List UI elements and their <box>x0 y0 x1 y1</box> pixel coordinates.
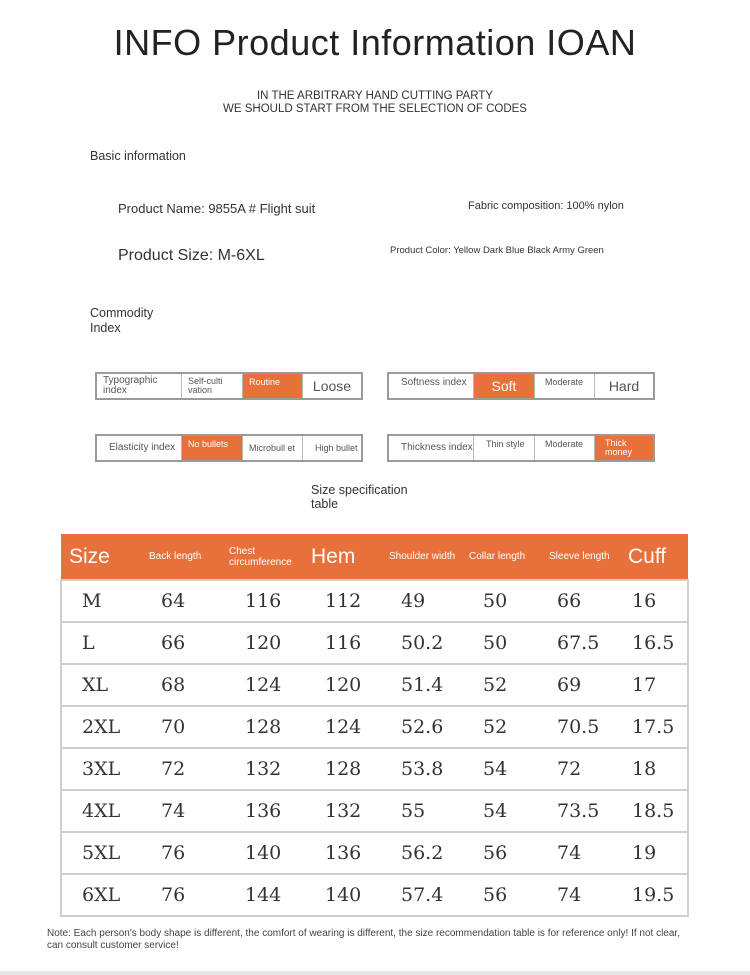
table-cell: 5XL <box>61 832 141 874</box>
table-cell: 120 <box>221 622 303 664</box>
column-header: Cuff <box>620 534 688 580</box>
table-cell: 140 <box>221 832 303 874</box>
footer-bar <box>0 971 750 975</box>
column-header: Hem <box>303 534 381 580</box>
table-cell: 56 <box>461 874 541 916</box>
typographic-index-label: Typographic index <box>97 374 182 398</box>
size-table-heading-1: Size specification <box>311 483 408 497</box>
table-cell: 132 <box>221 748 303 790</box>
product-name: Product Name: 9855A # Flight suit <box>118 201 316 216</box>
column-header: Sleeve length <box>541 534 620 580</box>
elasticity-index-bar <box>95 434 363 462</box>
subtitle-line-1: IN THE ARBITRARY HAND CUTTING PARTY <box>256 90 493 102</box>
table-cell: 74 <box>541 832 620 874</box>
table-row <box>61 580 688 622</box>
table-cell: 19 <box>620 832 688 874</box>
basic-info-heading: Basic information <box>90 149 186 163</box>
table-cell: 136 <box>221 790 303 832</box>
table-cell: 3XL <box>61 748 141 790</box>
table-cell: 53.8 <box>381 748 461 790</box>
table-cell: 140 <box>303 874 381 916</box>
table-cell: 19.5 <box>620 874 688 916</box>
table-row <box>61 622 688 664</box>
option-soft-selected: Soft <box>474 374 535 398</box>
softness-index-bar <box>387 372 655 400</box>
thickness-index-bar <box>387 434 655 462</box>
table-cell: 49 <box>381 580 461 622</box>
table-cell: 72 <box>541 748 620 790</box>
table-cell: 52 <box>461 706 541 748</box>
table-cell: 128 <box>303 748 381 790</box>
option-self-cultivation: Self-culti vation <box>182 374 243 398</box>
table-cell: 18.5 <box>620 790 688 832</box>
table-cell: 50 <box>461 580 541 622</box>
table-cell: 52.6 <box>381 706 461 748</box>
table-cell: 52 <box>461 664 541 706</box>
column-header: Chest circumference <box>221 534 303 580</box>
table-cell: 76 <box>141 874 221 916</box>
table-cell: 50.2 <box>381 622 461 664</box>
table-cell: 55 <box>381 790 461 832</box>
table-cell: 68 <box>141 664 221 706</box>
table-cell: 69 <box>541 664 620 706</box>
table-cell: 56.2 <box>381 832 461 874</box>
table-cell: 50 <box>461 622 541 664</box>
table-cell: 116 <box>221 580 303 622</box>
softness-index-label: Softness index <box>389 374 474 398</box>
table-row <box>61 706 688 748</box>
column-header: Collar length <box>461 534 541 580</box>
table-cell: 70 <box>141 706 221 748</box>
table-cell: 74 <box>141 790 221 832</box>
commodity-index-heading-1: Commodity <box>90 306 154 320</box>
size-note: Note: Each person's body shape is different, the comfort of wearing is different, the size recommendation table is for reference only! If not clear, can consult customer service! <box>47 928 680 951</box>
elasticity-index-label: Elasticity index <box>97 436 182 460</box>
table-cell: 124 <box>221 664 303 706</box>
column-header: Shoulder width <box>381 534 461 580</box>
table-cell: 4XL <box>61 790 141 832</box>
table-cell: 54 <box>461 790 541 832</box>
option-routine-selected: Routine <box>243 374 303 398</box>
table-cell: 132 <box>303 790 381 832</box>
table-cell: 128 <box>221 706 303 748</box>
table-cell: 17.5 <box>620 706 688 748</box>
table-row <box>61 748 688 790</box>
subtitle-line-2: WE SHOULD START FROM THE SELECTION OF CODES <box>223 103 527 115</box>
table-row <box>61 832 688 874</box>
option-microbullet: Microbull et <box>243 436 303 460</box>
table-cell: 16 <box>620 580 688 622</box>
option-thick-money-selected: Thick money <box>595 436 653 460</box>
size-table-heading-2: table <box>311 497 339 511</box>
table-cell: 54 <box>461 748 541 790</box>
table-row <box>61 664 688 706</box>
fabric-composition: Fabric composition: 100% nylon <box>468 200 624 212</box>
column-header: Back length <box>141 534 221 580</box>
option-thin-style: Thin style <box>474 436 535 460</box>
table-cell: 124 <box>303 706 381 748</box>
option-hard: Hard <box>608 378 640 394</box>
table-cell: M <box>61 580 141 622</box>
table-cell: 120 <box>303 664 381 706</box>
table-cell: 67.5 <box>541 622 620 664</box>
table-cell: 6XL <box>61 874 141 916</box>
table-cell: 136 <box>303 832 381 874</box>
table-cell: L <box>61 622 141 664</box>
table-cell: 16.5 <box>620 622 688 664</box>
table-cell: XL <box>61 664 141 706</box>
table-cell: 73.5 <box>541 790 620 832</box>
table-cell: 116 <box>303 622 381 664</box>
page-title: INFO Product Information IOAN <box>113 22 637 63</box>
commodity-index-heading-2: Index <box>90 321 121 335</box>
table-cell: 70.5 <box>541 706 620 748</box>
table-row <box>61 874 688 916</box>
product-color: Product Color: Yellow Dark Blue Black Army Green <box>390 245 604 256</box>
option-high-bullet: High bullet <box>315 442 358 453</box>
table-cell: 51.4 <box>381 664 461 706</box>
size-specification-table <box>60 534 689 917</box>
table-cell: 76 <box>141 832 221 874</box>
table-cell: 18 <box>620 748 688 790</box>
table-cell: 72 <box>141 748 221 790</box>
table-cell: 17 <box>620 664 688 706</box>
column-header: Size <box>61 534 141 580</box>
table-row <box>61 790 688 832</box>
thickness-index-label: Thickness index <box>389 436 474 460</box>
table-cell: 74 <box>541 874 620 916</box>
option-moderate: Moderate <box>535 436 595 460</box>
table-cell: 144 <box>221 874 303 916</box>
table-header-row <box>61 534 688 580</box>
typographic-index-bar <box>95 372 363 400</box>
table-cell: 66 <box>141 622 221 664</box>
table-cell: 112 <box>303 580 381 622</box>
table-cell: 64 <box>141 580 221 622</box>
table-cell: 2XL <box>61 706 141 748</box>
option-moderate: Moderate <box>535 374 595 398</box>
option-no-bullets-selected: No bullets <box>182 436 243 460</box>
table-cell: 57.4 <box>381 874 461 916</box>
option-loose: Loose <box>312 378 352 394</box>
table-cell: 66 <box>541 580 620 622</box>
table-cell: 56 <box>461 832 541 874</box>
product-size: Product Size: M-6XL <box>118 247 265 264</box>
